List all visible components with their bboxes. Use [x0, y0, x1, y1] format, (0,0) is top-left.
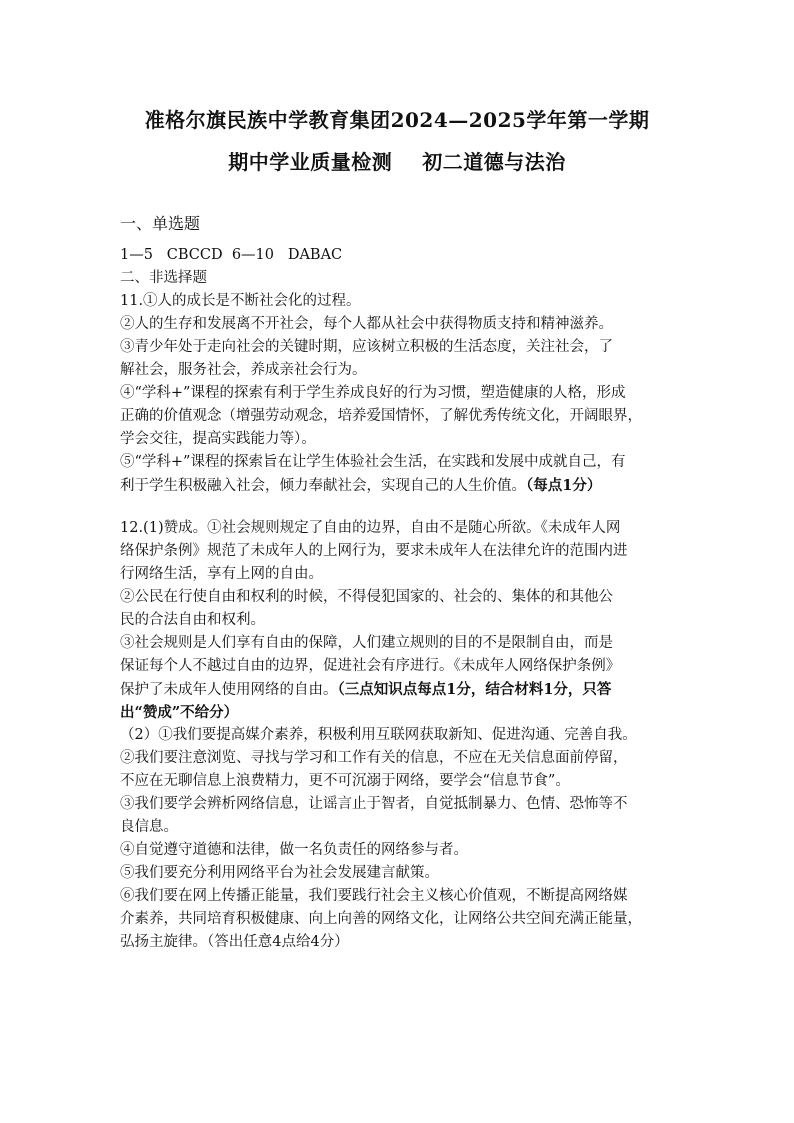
answer-line: （2）①我们要提高媒介素养，积极利用互联网获取新知、促进沟通、完善自我。: [120, 727, 637, 743]
answer-line: 正确的价值观念（增强劳动观念，培养爱国情怀，了解优秀传统文化，开阔眼界，: [120, 408, 642, 424]
answer-line: ⑤“学科+”课程的探索旨在让学生体验社会生活，在实践和发展中成就自己，有: [120, 454, 626, 470]
answer-text: 保护了未成年人使用网络的自由。: [120, 682, 338, 698]
answer-line: ④自觉遵守道德和法律，做一名负责任的网络参与者。: [120, 842, 468, 858]
exam-name: 期中学业质量检测: [228, 150, 393, 174]
answer-line: ③社会规则是人们享有自由的保障，人们建立规则的目的不是限制自由，而是: [120, 635, 613, 651]
answer-line: 解社会，服务社会，养成亲社会行为。: [120, 362, 367, 378]
answer-line: 介素养，共同培育积极健康、向上向善的网络文化，让网络公共空间充满正能量，: [120, 911, 642, 927]
answer-line: [120, 474, 685, 497]
answer-text: 利于学生积极融入社会，倾力奉献社会，实现自己的人生价值。: [120, 478, 526, 494]
page-title-line-2: [0, 146, 794, 175]
scoring-note: （三点知识点每点1分，结合材料1分，只答: [337, 681, 612, 698]
single-choice-answers: 1—5 CBCCD 6—10 DABAC: [120, 247, 343, 263]
answer-line: 弘扬主旋律。（答出任意4点给4分）: [120, 934, 349, 950]
answer-line: ⑤我们要充分利用网络平台为社会发展建言献策。: [120, 865, 439, 881]
answer-line: 民的合法自由和权利。: [120, 612, 265, 628]
question-11-answer: [120, 290, 685, 497]
answer-line: 保证每个人不越过自由的边界，促进社会有序进行。《未成年人网络保护条例》: [120, 658, 621, 674]
answer-line: ②我们要注意浏览、寻找与学习和工作有关的信息，不应在无关信息面前停留，: [120, 750, 628, 766]
answer-line: ②公民在行使自由和权利的时候，不得侵犯国家的、社会的、集体的和其他公: [120, 589, 613, 605]
scoring-note: 出“赞成”不给分）: [120, 704, 239, 721]
question-12-part-1-answer: [120, 517, 685, 724]
section-heading-single-choice: 一、单选题: [120, 214, 201, 233]
answer-line: 络保护条例》规范了未成年人的上网行为，要求未成年人在法律允许的范围内进: [120, 543, 628, 559]
answer-line: ②人的生存和发展离不开社会，每个人都从社会中获得物质支持和精神滋养。: [120, 316, 613, 332]
answer-line: 行网络生活，享有上网的自由。: [120, 566, 323, 582]
answer-content: [120, 211, 685, 954]
answer-line: 12.(1)赞成。①社会规则规定了自由的边界，自由不是随心所欲。《未成年人网: [120, 520, 621, 536]
scoring-note: （每点1分）: [526, 477, 602, 494]
subject-name: 初二道德与法治: [422, 150, 566, 174]
answer-line: ③青少年处于走向社会的关键时期，应该树立积极的生活态度，关注社会，了: [120, 339, 613, 355]
answer-line: [120, 678, 685, 701]
page-title-line-1: 准格尔旗民族中学教育集团2024—2025学年第一学期: [144, 108, 650, 132]
answer-line: 良信息。: [120, 819, 178, 835]
answer-line: 学会交往，提高实践能力等）。: [120, 431, 316, 447]
answer-line: ⑥我们要在网上传播正能量，我们要践行社会主义核心价值观，不断提高网络媒: [120, 888, 628, 904]
section-heading-non-choice: 二、非选择题: [120, 270, 207, 286]
answer-line: ③我们要学会辨析网络信息，让谣言止于智者，自觉抵制暴力、色情、恐怖等不: [120, 796, 628, 812]
answer-line: 11.①人的成长是不断社会化的过程。: [120, 293, 361, 309]
answer-line: ④“学科+”课程的探索有利于学生养成良好的行为习惯，塑造健康的人格，形成: [120, 385, 626, 401]
answer-line: 不应在无聊信息上浪费精力，更不可沉溺于网络，要学会“信息节食”。: [120, 773, 570, 789]
question-12-part-2-answer: [120, 724, 685, 954]
